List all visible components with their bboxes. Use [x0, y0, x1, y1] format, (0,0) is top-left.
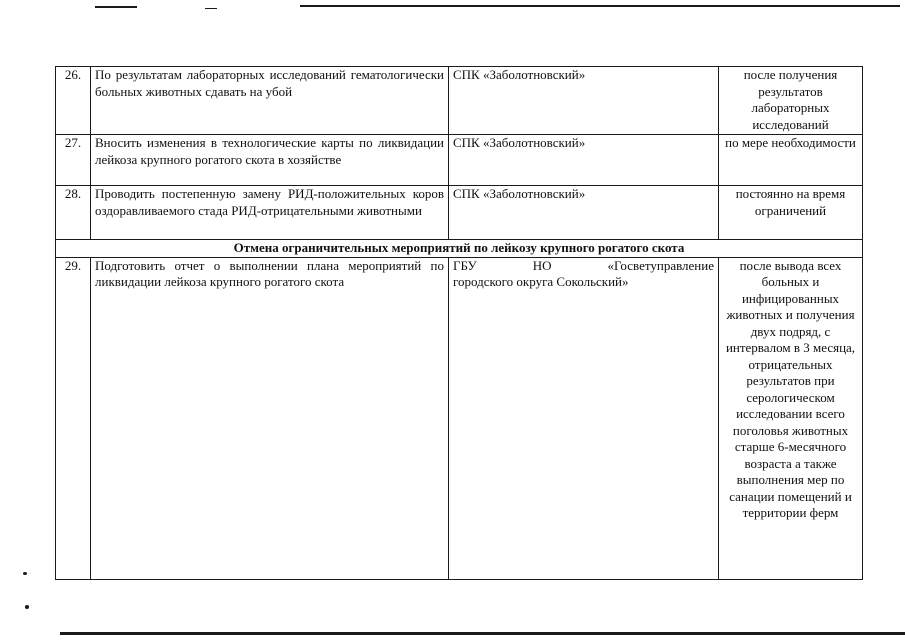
table-row	[56, 257, 863, 579]
executor-line-1	[453, 258, 714, 275]
deadline-cell: по мере необходимости	[719, 135, 863, 186]
executor-word: «Госветуправление	[607, 257, 714, 273]
table-row	[56, 186, 863, 240]
top-scan-line-mid	[205, 8, 217, 9]
executor-line-2: городского округа Сокольский»	[453, 274, 629, 289]
task-cell: Вносить изменения в технологические карты по ликвидации лейкоза крупного рогатого скота в хозяйстве	[91, 135, 449, 186]
bottom-scan-line	[60, 632, 905, 635]
deadline-cell: после вывода всех больных и инфицированных животных и получения двух подряд, с интервалом в 3 месяца, отрицательных результатов при серологическом исследовании всего поголовья животных старше 6-месячного возраста а также выполнения мер по санации помещений и территории ферм	[719, 257, 863, 579]
executor-word: НО	[532, 257, 552, 273]
table-row	[56, 135, 863, 186]
executor-cell: СПК «Заболотновский»	[449, 135, 719, 186]
table-row	[56, 67, 863, 135]
deadline-cell: после получения результатов лабораторных исследований	[719, 67, 863, 135]
row-number: 28.	[56, 186, 91, 240]
executor-word: ГБУ	[453, 257, 477, 273]
task-cell: По результатам лабораторных исследований гематологически больных животных сдавать на убой	[91, 67, 449, 135]
top-scan-line-left	[95, 6, 137, 8]
margin-mark-2	[25, 605, 29, 609]
task-cell: Проводить постепенную замену РИД-положительных коров оздоравливаемого стада РИД-отрицательными животными	[91, 186, 449, 240]
task-cell: Подготовить отчет о выполнении плана мероприятий по ликвидации лейкоза крупного рогатого скота	[91, 257, 449, 579]
executor-cell: СПК «Заболотновский»	[449, 67, 719, 135]
top-scan-line-right	[300, 5, 900, 7]
row-number: 26.	[56, 67, 91, 135]
row-number: 27.	[56, 135, 91, 186]
executor-cell: СПК «Заболотновский»	[449, 186, 719, 240]
section-title: Отмена ограничительных мероприятий по лейкозу крупного рогатого скота	[56, 240, 863, 258]
row-number: 29.	[56, 257, 91, 579]
section-header-row	[56, 240, 863, 258]
margin-mark-1	[23, 572, 27, 575]
measures-table	[55, 66, 863, 580]
executor-cell	[449, 257, 719, 579]
deadline-cell: постоянно на время ограничений	[719, 186, 863, 240]
